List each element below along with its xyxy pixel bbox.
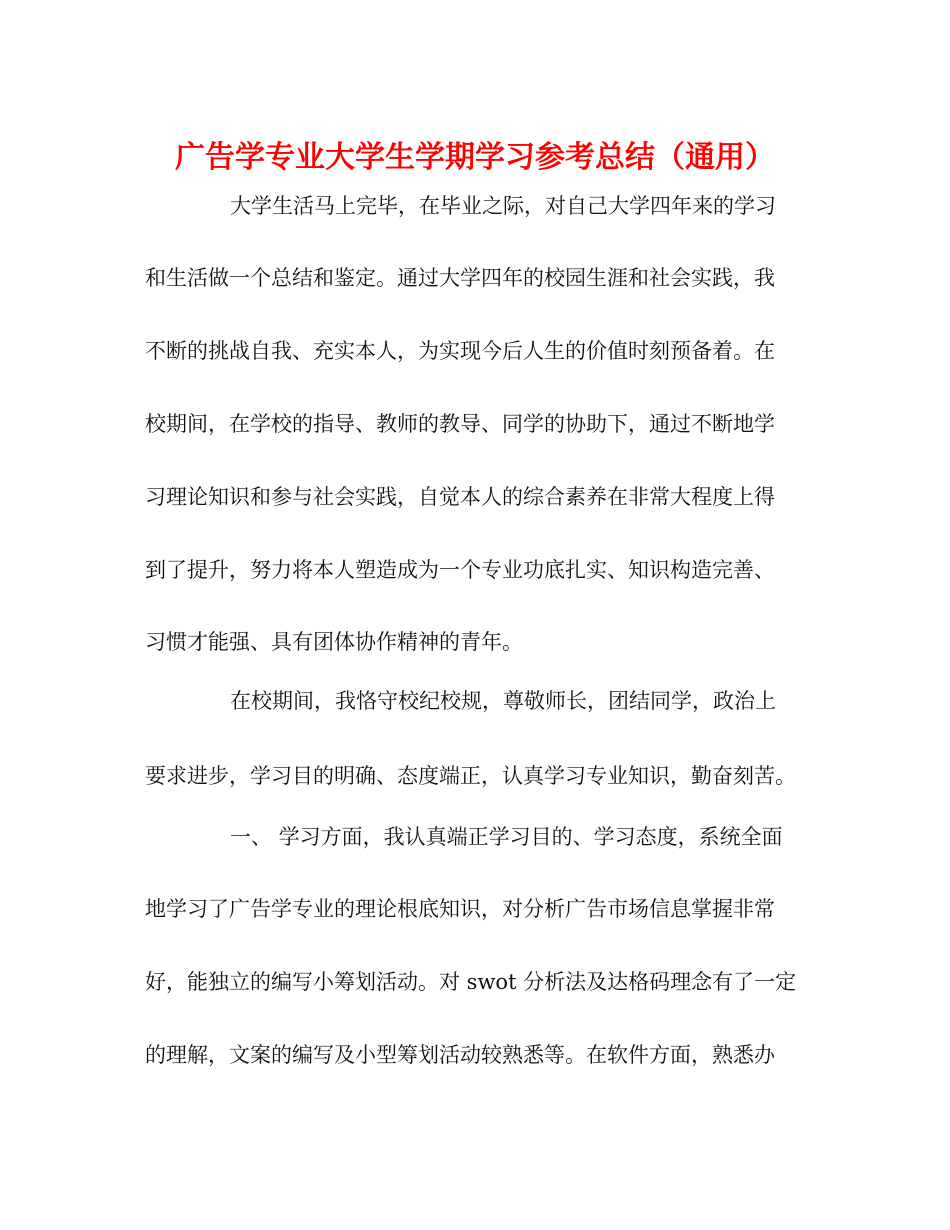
paragraph-line: 地学习了广告学专业的理论根底知识，对分析广告市场信息掌握非常 xyxy=(145,897,775,921)
paragraph-line: 校期间，在学校的指导、教师的教导、同学的协助下，通过不断地学 xyxy=(145,412,775,436)
paragraph-line: 和生活做一个总结和鉴定。通过大学四年的校园生涯和社会实践，我 xyxy=(145,266,775,290)
paragraph-line: 在校期间，我恪守校纪校规，尊敬师长，团结同学，政治上 xyxy=(230,689,776,713)
paragraph-line: 要求进步，学习目的明确、态度端正，认真学习专业知识，勤奋刻苦。 xyxy=(145,764,796,788)
paragraph-line: 的理解，文案的编写及小型筹划活动较熟悉等。在软件方面，熟悉办 xyxy=(145,1043,775,1067)
paragraph-line: 不断的挑战自我、充实本人，为实现今后人生的价值时刻预备着。在 xyxy=(145,339,775,363)
paragraph-line: 大学生活马上完毕，在毕业之际，对自己大学四年来的学习 xyxy=(230,194,776,218)
paragraph-line: 到了提升，努力将本人塑造成为一个专业功底扎实、知识构造完善、 xyxy=(145,558,775,582)
paragraph-line: 一、 学习方面，我认真端正学习目的、学习态度，系统全面 xyxy=(230,825,783,849)
paragraph-line: 习理论知识和参与社会实践，自觉本人的综合素养在非常大程度上得 xyxy=(145,485,775,509)
document-title: 广告学专业大学生学期学习参考总结（通用） xyxy=(175,140,775,175)
paragraph-line: 好，能独立的编写小筹划活动。对 swot 分析法及达格码理念有了一定 xyxy=(145,970,797,994)
paragraph-line: 习惯才能强、具有团体协作精神的青年。 xyxy=(145,630,523,654)
